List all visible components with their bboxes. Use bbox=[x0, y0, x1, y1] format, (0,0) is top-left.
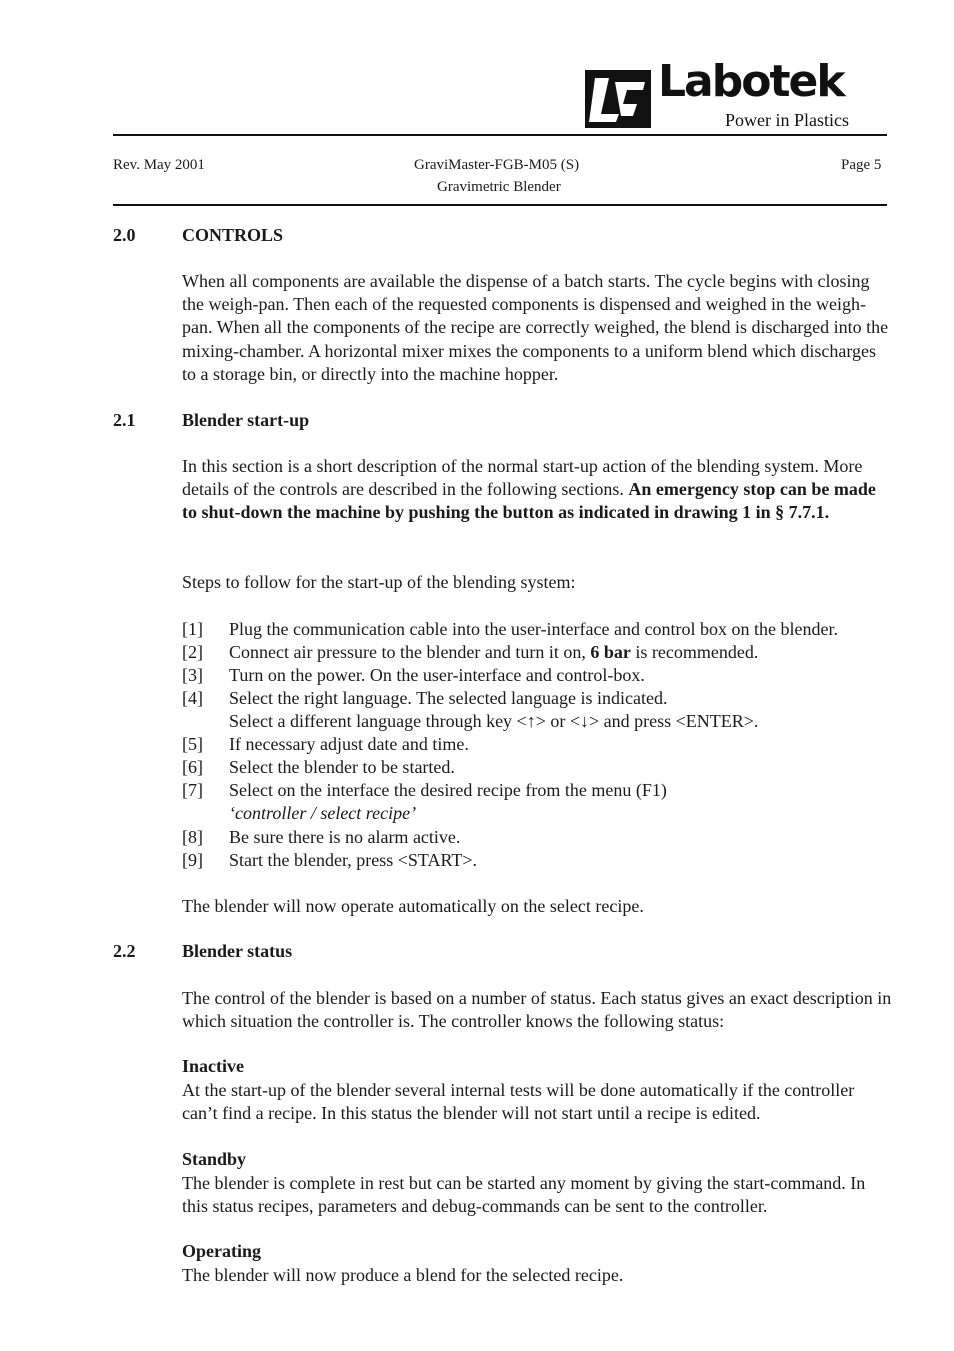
header-doc-subtitle: Gravimetric Blender bbox=[437, 179, 561, 195]
step-text: Select the right language. The selected language is indicated. bbox=[229, 688, 668, 708]
labotek-logo bbox=[585, 56, 887, 132]
labotek-mark-icon bbox=[585, 70, 651, 128]
step-text: Select on the interface the desired recipe from the menu (F1) bbox=[229, 780, 667, 800]
step-number: [1] bbox=[182, 619, 203, 639]
step-number: [2] bbox=[182, 642, 203, 662]
header-rule-bottom bbox=[113, 204, 887, 206]
step-text: Turn on the power. On the user-interface and control-box. bbox=[229, 665, 645, 685]
section-2-1-title: Blender start-up bbox=[182, 410, 310, 430]
section-2-1-intro bbox=[182, 455, 892, 525]
step-number: [4] bbox=[182, 688, 203, 708]
header-doc-title: GraviMaster-FGB-M05 (S) bbox=[414, 157, 580, 173]
step-number: [9] bbox=[182, 850, 203, 870]
steps-intro: Steps to follow for the start-up of the blending system: bbox=[182, 572, 576, 592]
section-2-1-number: 2.1 bbox=[113, 410, 136, 430]
step-text: Be sure there is no alarm active. bbox=[229, 827, 461, 847]
section-2-0-paragraph: When all components are available the dispense of a batch starts. The cycle begins with closing the weigh-pan. Then each of the requested components is dispensed and weighed in the weigh-pan. When all the components of the recipe are correctly weighed, the blend is discharged into the mixing-chamber. A horizontal mixer mixes the components to a uniform blend which discharges to a storage bin, or directly into the machine hopper. bbox=[182, 271, 889, 384]
step-text-part: is recommended. bbox=[630, 642, 759, 662]
status-standby-description: The blender is complete in rest but can be started any moment by giving the start-command. In this status recipes, parameters and debug-commands can be sent to the controller. bbox=[182, 1173, 866, 1217]
section-2-0-title: CONTROLS bbox=[182, 225, 284, 245]
step-text: If necessary adjust date and time. bbox=[229, 734, 469, 754]
section-2-2-number: 2.2 bbox=[113, 941, 136, 961]
status-operating-description: The blender will now produce a blend for the selected recipe. bbox=[182, 1265, 624, 1285]
status-inactive-heading: Inactive bbox=[182, 1056, 244, 1076]
header-page-number: Page 5 bbox=[841, 157, 882, 173]
step-text: Select the blender to be started. bbox=[229, 757, 455, 777]
intro-normal-text: In this section is a short description of the normal start-up action of the blending system. More details of the controls are described in the following sections. bbox=[182, 456, 863, 500]
step-number: [6] bbox=[182, 757, 203, 777]
header-revision: Rev. May 2001 bbox=[113, 157, 205, 173]
status-standby-heading: Standby bbox=[182, 1149, 247, 1169]
step-text: Plug the communication cable into the user-interface and control box on the blender. bbox=[229, 619, 838, 639]
step-number: [8] bbox=[182, 827, 203, 847]
pressure-value: 6 bar bbox=[590, 642, 631, 662]
step-number: [3] bbox=[182, 665, 203, 685]
step-text: Start the blender, press <START>. bbox=[229, 850, 478, 870]
section-2-1-closing: The blender will now operate automatically on the select recipe. bbox=[182, 896, 644, 916]
step-number: [5] bbox=[182, 734, 203, 754]
step-number: [7] bbox=[182, 780, 203, 800]
logo-wordmark: Labotek bbox=[658, 56, 844, 107]
status-operating-heading: Operating bbox=[182, 1241, 261, 1261]
status-inactive-description: At the start-up of the blender several internal tests will be done automatically if the controller can’t find a recipe. In this status the blender will not start until a recipe is edited. bbox=[182, 1080, 855, 1124]
step-text bbox=[229, 641, 758, 664]
step-text-part: Connect air pressure to the blender and turn it on, bbox=[229, 642, 591, 662]
header-rule-top bbox=[113, 134, 887, 136]
emergency-stop-note: An emergency stop can be made to shut-down the machine by pushing the button as indicated in drawing 1 in § 7.7.1. bbox=[182, 479, 876, 523]
logo-tagline: Power in Plastics bbox=[725, 110, 849, 130]
step-text-line2: Select a different language through key <↑> or <↓> and press <ENTER>. bbox=[229, 711, 759, 731]
section-2-2-title: Blender status bbox=[182, 941, 293, 961]
menu-path: ‘controller / select recipe’ bbox=[229, 803, 417, 823]
section-2-0-number: 2.0 bbox=[113, 225, 136, 245]
section-2-2-intro: The control of the blender is based on a number of status. Each status gives an exact description in which situation the controller is. The controller knows the following status: bbox=[182, 988, 892, 1032]
